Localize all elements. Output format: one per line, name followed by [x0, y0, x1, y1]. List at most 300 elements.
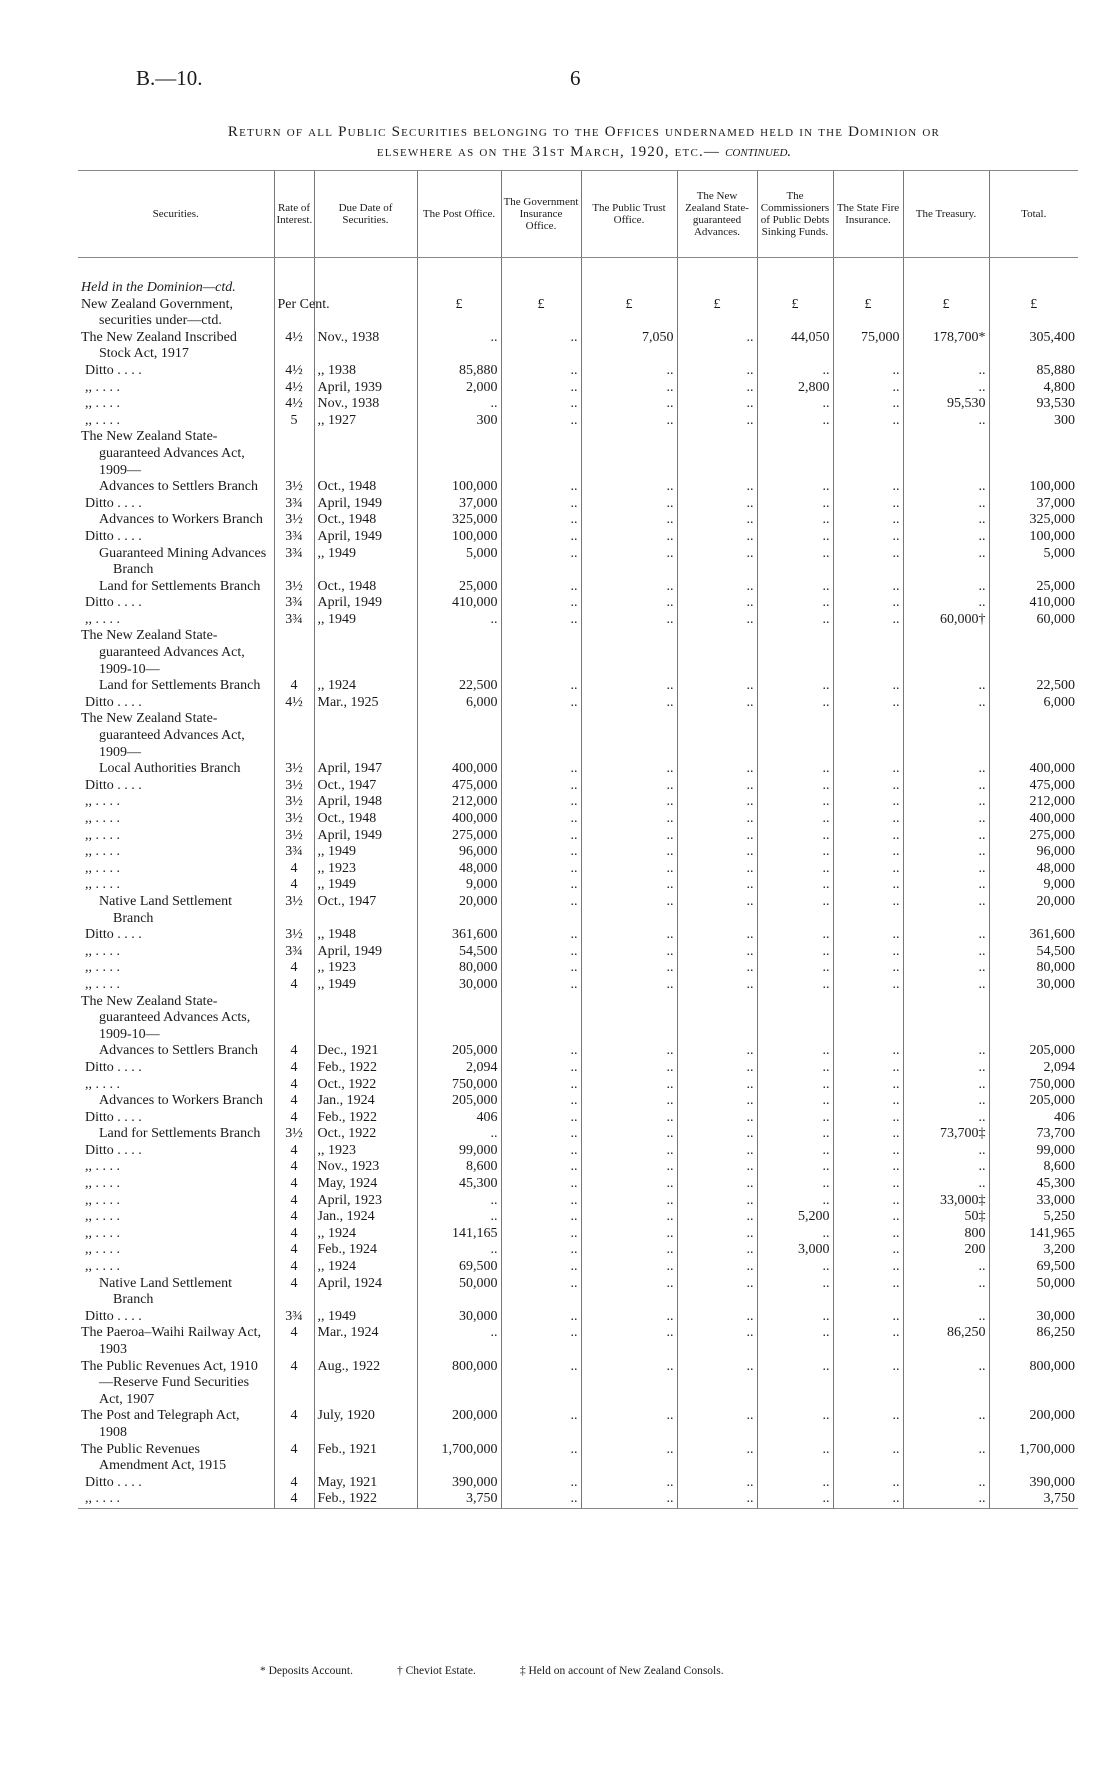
fire-insurance-cell: .. [833, 1309, 903, 1326]
section-heading: Held in the Dominion—ctd. [81, 280, 236, 295]
security-name: The Public Revenues Act, 1910—Reserve Fund Securities Act, 1907 [81, 1358, 258, 1407]
post-office-cell: 300 [417, 413, 501, 430]
fire-insurance-cell: .. [833, 1491, 903, 1508]
post-office-cell: 100,000 [417, 479, 501, 496]
post-office-cell: 3,750 [417, 1491, 501, 1508]
fire-insurance-cell: .. [833, 844, 903, 861]
govt-insurance-cell: .. [501, 861, 581, 878]
govt-insurance-cell [501, 429, 581, 479]
rate-cell: 4 [274, 1442, 314, 1475]
total-cell: 1,700,000 [989, 1442, 1078, 1475]
govt-insurance-cell: .. [501, 1126, 581, 1143]
table-row [78, 944, 1078, 961]
table-row [78, 828, 1078, 845]
advances-cell [677, 994, 757, 1044]
fire-insurance-cell: .. [833, 1143, 903, 1160]
total-cell: 400,000 [989, 761, 1078, 778]
advances-cell: .. [677, 1093, 757, 1110]
table-row [78, 678, 1078, 695]
footnote: † Cheviot Estate. [396, 1665, 476, 1677]
public-trust-cell: .. [581, 1159, 677, 1176]
fire-insurance-cell: .. [833, 496, 903, 513]
sinking-funds-cell: .. [757, 479, 833, 496]
table-row [78, 1093, 1078, 1110]
public-trust-cell: .. [581, 1209, 677, 1226]
sinking-funds-cell: .. [757, 1276, 833, 1309]
advances-cell: .. [677, 1043, 757, 1060]
public-trust-cell: .. [581, 1060, 677, 1077]
due-date-cell: April, 1924 [314, 1276, 417, 1309]
post-office-cell: 50,000 [417, 1276, 501, 1309]
fire-insurance-cell [833, 994, 903, 1044]
rate-cell: 3¾ [274, 529, 314, 546]
security-name: The Paeroa–Waihi Railway Act, 1903 [81, 1325, 262, 1357]
fire-insurance-cell: .. [833, 1259, 903, 1276]
fire-insurance-cell: .. [833, 678, 903, 695]
advances-cell: .. [677, 1193, 757, 1210]
advances-cell: .. [677, 1226, 757, 1243]
govt-insurance-cell [501, 711, 581, 761]
treasury-cell: 178,700* [903, 330, 989, 363]
total-cell: 800,000 [989, 1359, 1078, 1409]
table-row [78, 1359, 1078, 1409]
fire-insurance-cell: .. [833, 1276, 903, 1309]
security-name: ,, . . . . [85, 396, 120, 412]
advances-cell: .. [677, 1176, 757, 1193]
table-row [78, 380, 1078, 397]
fire-insurance-cell: .. [833, 811, 903, 828]
public-trust-cell: .. [581, 1043, 677, 1060]
advances-cell: .. [677, 512, 757, 529]
table-row [78, 811, 1078, 828]
public-trust-cell: .. [581, 1491, 677, 1508]
rate-cell: 3½ [274, 1126, 314, 1143]
table-row [78, 1442, 1078, 1475]
treasury-cell: .. [903, 1110, 989, 1127]
table-row [78, 1491, 1078, 1508]
security-name: Native Land Settlement Branch [99, 1275, 232, 1308]
rate-cell: 3¾ [274, 546, 314, 579]
total-cell: 205,000 [989, 1043, 1078, 1060]
total-cell: 100,000 [989, 479, 1078, 496]
rate-cell: 4½ [274, 330, 314, 363]
public-trust-cell: .. [581, 595, 677, 612]
security-name: The New Zealand State-guaranteed Advances Acts, 1909-10— [81, 993, 251, 1042]
table-row [78, 1226, 1078, 1243]
sinking-funds-cell: .. [757, 811, 833, 828]
security-name: Ditto . . . . [85, 362, 142, 378]
table-row [78, 1242, 1078, 1259]
fire-insurance-cell [833, 628, 903, 678]
advances-cell: .. [677, 579, 757, 596]
table-row [78, 994, 1078, 1044]
public-trust-cell: .. [581, 960, 677, 977]
total-cell: 212,000 [989, 794, 1078, 811]
treasury-cell: .. [903, 977, 989, 994]
rate-cell: 4 [274, 1060, 314, 1077]
sinking-funds-cell: .. [757, 1325, 833, 1358]
govt-insurance-cell: .. [501, 778, 581, 795]
rate-cell: 3½ [274, 794, 314, 811]
table-row [78, 977, 1078, 994]
public-trust-cell: .. [581, 512, 677, 529]
rate-cell: 5 [274, 413, 314, 430]
table-row [78, 479, 1078, 496]
fire-insurance-cell: .. [833, 1193, 903, 1210]
total-cell: 22,500 [989, 678, 1078, 695]
title-line-1: Return of all Public Securities belonging to the Offices undernamed held in the Dominion or [227, 124, 941, 140]
due-date-cell: ,, 1949 [314, 877, 417, 894]
advances-cell [677, 628, 757, 678]
treasury-cell: .. [903, 927, 989, 944]
security-name: Advances to Workers Branch [99, 512, 263, 528]
rate-cell: 3½ [274, 761, 314, 778]
fire-insurance-cell: .. [833, 579, 903, 596]
fire-insurance-cell: .. [833, 960, 903, 977]
govt-insurance-cell: .. [501, 877, 581, 894]
total-cell: 9,000 [989, 877, 1078, 894]
unit-label: £ [989, 297, 1078, 330]
govt-insurance-cell: .. [501, 977, 581, 994]
post-office-cell: 325,000 [417, 512, 501, 529]
sinking-funds-cell: .. [757, 794, 833, 811]
govt-insurance-cell: .. [501, 363, 581, 380]
unit-label: £ [757, 297, 833, 330]
total-cell: 475,000 [989, 778, 1078, 795]
total-cell: 5,000 [989, 546, 1078, 579]
advances-cell: .. [677, 1077, 757, 1094]
table-row [78, 711, 1078, 761]
table-row [78, 960, 1078, 977]
table-row [78, 1126, 1078, 1143]
rate-cell: 4 [274, 1110, 314, 1127]
post-office-cell: 1,700,000 [417, 1442, 501, 1475]
treasury-cell: .. [903, 894, 989, 927]
fire-insurance-cell: .. [833, 612, 903, 629]
govt-insurance-cell: .. [501, 512, 581, 529]
treasury-cell: .. [903, 1491, 989, 1508]
public-trust-cell: .. [581, 794, 677, 811]
table-row [78, 1060, 1078, 1077]
rate-cell: 4 [274, 977, 314, 994]
post-office-cell: 6,000 [417, 695, 501, 712]
treasury-cell: .. [903, 1276, 989, 1309]
advances-cell [677, 711, 757, 761]
fire-insurance-cell: .. [833, 1110, 903, 1127]
total-cell: 45,300 [989, 1176, 1078, 1193]
govt-insurance-cell: .. [501, 844, 581, 861]
post-office-cell: 80,000 [417, 960, 501, 977]
advances-cell: .. [677, 678, 757, 695]
sinking-funds-cell: .. [757, 595, 833, 612]
treasury-cell [903, 711, 989, 761]
advances-cell: .. [677, 877, 757, 894]
advances-cell: .. [677, 811, 757, 828]
due-date-cell: ,, 1923 [314, 1143, 417, 1160]
public-trust-cell: .. [581, 944, 677, 961]
post-office-cell: 390,000 [417, 1475, 501, 1492]
post-office-cell: 141,165 [417, 1226, 501, 1243]
public-trust-cell: .. [581, 496, 677, 513]
table-row [78, 595, 1078, 612]
rate-cell [274, 429, 314, 479]
total-cell: 93,530 [989, 396, 1078, 413]
table-row [78, 628, 1078, 678]
security-name: ,, . . . . [85, 943, 120, 959]
govt-insurance-cell: .. [501, 1226, 581, 1243]
treasury-cell: .. [903, 363, 989, 380]
public-trust-cell: .. [581, 380, 677, 397]
public-trust-cell: .. [581, 1143, 677, 1160]
table-row [78, 794, 1078, 811]
column-header: The Post Office. [417, 171, 501, 258]
column-header: Rate of Interest. [274, 171, 314, 258]
due-date-cell: ,, 1948 [314, 927, 417, 944]
due-date-cell: Oct., 1948 [314, 512, 417, 529]
column-header: The Treasury. [903, 171, 989, 258]
treasury-cell [903, 994, 989, 1044]
table-row [78, 330, 1078, 363]
post-office-cell: 9,000 [417, 877, 501, 894]
govt-insurance-cell: .. [501, 828, 581, 845]
public-trust-cell [581, 429, 677, 479]
post-office-cell: 205,000 [417, 1043, 501, 1060]
public-trust-cell: .. [581, 363, 677, 380]
rate-cell: 4 [274, 877, 314, 894]
sinking-funds-cell: .. [757, 1077, 833, 1094]
post-office-cell: 54,500 [417, 944, 501, 961]
public-trust-cell: .. [581, 1242, 677, 1259]
treasury-cell: 800 [903, 1226, 989, 1243]
advances-cell: .. [677, 529, 757, 546]
govt-insurance-cell [501, 628, 581, 678]
table-row [78, 1408, 1078, 1441]
security-name: ,, . . . . [85, 1192, 120, 1208]
public-trust-cell: .. [581, 861, 677, 878]
due-date-cell: Nov., 1938 [314, 330, 417, 363]
treasury-cell: .. [903, 1408, 989, 1441]
security-name: Advances to Settlers Branch [99, 479, 259, 495]
treasury-cell: .. [903, 811, 989, 828]
sinking-funds-cell: .. [757, 761, 833, 778]
rate-cell: 3½ [274, 579, 314, 596]
public-trust-cell: .. [581, 1276, 677, 1309]
security-name: Ditto . . . . [85, 495, 142, 511]
rate-cell [274, 711, 314, 761]
security-name: Ditto . . . . [85, 595, 142, 611]
table-row [78, 396, 1078, 413]
total-cell: 20,000 [989, 894, 1078, 927]
total-cell: 86,250 [989, 1325, 1078, 1358]
total-cell: 275,000 [989, 828, 1078, 845]
rate-cell: 4 [274, 1193, 314, 1210]
public-trust-cell: .. [581, 1359, 677, 1409]
total-cell: 390,000 [989, 1475, 1078, 1492]
treasury-cell [903, 628, 989, 678]
post-office-cell: .. [417, 1209, 501, 1226]
due-date-cell: ,, 1938 [314, 363, 417, 380]
sinking-funds-cell: .. [757, 927, 833, 944]
sinking-funds-cell [757, 711, 833, 761]
post-office-cell [417, 429, 501, 479]
public-trust-cell: .. [581, 1259, 677, 1276]
rate-cell: 4 [274, 1325, 314, 1358]
sinking-funds-cell: .. [757, 944, 833, 961]
advances-cell: .. [677, 1276, 757, 1309]
govt-insurance-cell: .. [501, 579, 581, 596]
table-body [78, 258, 1078, 1509]
due-date-cell: Mar., 1925 [314, 695, 417, 712]
treasury-cell: .. [903, 778, 989, 795]
public-trust-cell: .. [581, 1226, 677, 1243]
govt-insurance-cell: .. [501, 496, 581, 513]
rate-cell: 4 [274, 1209, 314, 1226]
security-name: Ditto . . . . [85, 528, 142, 544]
sinking-funds-cell: .. [757, 1110, 833, 1127]
unit-label: £ [581, 297, 677, 330]
rate-cell: 3¾ [274, 944, 314, 961]
security-name: ,, . . . . [85, 960, 120, 976]
sinking-funds-cell: .. [757, 529, 833, 546]
total-cell: 30,000 [989, 1309, 1078, 1326]
advances-cell: .. [677, 761, 757, 778]
fire-insurance-cell: .. [833, 1359, 903, 1409]
rate-cell [274, 994, 314, 1044]
security-name: ,, . . . . [85, 1159, 120, 1175]
sinking-funds-cell: .. [757, 1126, 833, 1143]
sinking-funds-cell: 44,050 [757, 330, 833, 363]
security-name: ,, . . . . [85, 860, 120, 876]
rate-cell: 3½ [274, 811, 314, 828]
total-cell: 141,965 [989, 1226, 1078, 1243]
security-name: The New Zealand State-guaranteed Advances Act, 1909— [81, 429, 245, 478]
security-name: ,, . . . . [85, 794, 120, 810]
public-trust-cell: .. [581, 695, 677, 712]
security-name: ,, . . . . [85, 1076, 120, 1092]
total-cell: 30,000 [989, 977, 1078, 994]
total-cell: 4,800 [989, 380, 1078, 397]
advances-cell: .. [677, 380, 757, 397]
treasury-cell: 50‡ [903, 1209, 989, 1226]
due-date-cell: April, 1949 [314, 828, 417, 845]
advances-cell: .. [677, 1442, 757, 1475]
table-row [78, 1143, 1078, 1160]
public-trust-cell [581, 628, 677, 678]
rate-cell: 4 [274, 1242, 314, 1259]
security-name: The Public Revenues Amendment Act, 1915 [81, 1441, 227, 1474]
security-name: ,, . . . . [85, 611, 120, 627]
rate-cell: 4 [274, 1491, 314, 1508]
rate-cell [274, 628, 314, 678]
total-cell: 300 [989, 413, 1078, 430]
sinking-funds-cell: .. [757, 778, 833, 795]
public-trust-cell: .. [581, 1110, 677, 1127]
govt-insurance-cell: .. [501, 1093, 581, 1110]
security-name: Land for Settlements Branch [99, 678, 261, 694]
due-date-cell: April, 1939 [314, 380, 417, 397]
column-header: The New Zealand State-guaranteed Advances. [677, 171, 757, 258]
sinking-funds-cell: .. [757, 1226, 833, 1243]
advances-cell: .. [677, 1242, 757, 1259]
document-code: B.—10. [136, 66, 203, 90]
advances-cell: .. [677, 927, 757, 944]
fire-insurance-cell: .. [833, 396, 903, 413]
fire-insurance-cell: .. [833, 529, 903, 546]
treasury-cell: .. [903, 380, 989, 397]
due-date-cell: Nov., 1938 [314, 396, 417, 413]
govt-insurance-cell: .. [501, 1325, 581, 1358]
govt-insurance-cell: .. [501, 678, 581, 695]
post-office-cell: 20,000 [417, 894, 501, 927]
column-header: Securities. [78, 171, 274, 258]
post-office-cell: 750,000 [417, 1077, 501, 1094]
govt-insurance-cell: .. [501, 1077, 581, 1094]
post-office-cell: .. [417, 396, 501, 413]
rate-cell: 4 [274, 1143, 314, 1160]
sinking-funds-cell: .. [757, 1491, 833, 1508]
fire-insurance-cell: .. [833, 927, 903, 944]
spacer-row [78, 258, 1078, 281]
table-row [78, 1276, 1078, 1309]
security-name: Land for Settlements Branch [99, 1126, 261, 1142]
treasury-cell [903, 429, 989, 479]
govt-insurance-cell: .. [501, 1442, 581, 1475]
due-date-cell: April, 1949 [314, 529, 417, 546]
advances-cell: .. [677, 944, 757, 961]
security-name: Guaranteed Mining Advances Branch [99, 545, 267, 578]
public-trust-cell: .. [581, 927, 677, 944]
rate-cell: 4 [274, 1077, 314, 1094]
rate-cell: 4 [274, 960, 314, 977]
security-name: Ditto . . . . [85, 1308, 142, 1324]
rate-cell: 4 [274, 1093, 314, 1110]
public-trust-cell: .. [581, 778, 677, 795]
fire-insurance-cell: .. [833, 1126, 903, 1143]
advances-cell: .. [677, 479, 757, 496]
due-date-cell: ,, 1927 [314, 413, 417, 430]
security-name: ,, . . . . [85, 976, 120, 992]
security-name: ,, . . . . [85, 1225, 120, 1241]
govt-insurance-cell: .. [501, 695, 581, 712]
total-cell: 325,000 [989, 512, 1078, 529]
page-number: 6 [570, 66, 581, 90]
due-date-cell: Oct., 1948 [314, 811, 417, 828]
sinking-funds-cell: .. [757, 546, 833, 579]
advances-cell: .. [677, 396, 757, 413]
public-trust-cell: .. [581, 1309, 677, 1326]
total-cell: 305,400 [989, 330, 1078, 363]
total-cell [989, 711, 1078, 761]
fire-insurance-cell: .. [833, 512, 903, 529]
security-name: The Post and Telegraph Act, 1908 [81, 1408, 240, 1440]
post-office-cell: 410,000 [417, 595, 501, 612]
post-office-cell: 275,000 [417, 828, 501, 845]
govt-insurance-cell: .. [501, 1259, 581, 1276]
treasury-cell: .. [903, 512, 989, 529]
unit-label: £ [677, 297, 757, 330]
sinking-funds-cell: .. [757, 1060, 833, 1077]
govt-insurance-cell: .. [501, 546, 581, 579]
rate-cell: 4 [274, 1475, 314, 1492]
total-cell: 25,000 [989, 579, 1078, 596]
post-office-cell: 85,880 [417, 363, 501, 380]
sinking-funds-cell: .. [757, 1043, 833, 1060]
treasury-cell: .. [903, 1143, 989, 1160]
due-date-cell: ,, 1949 [314, 1309, 417, 1326]
post-office-cell: 45,300 [417, 1176, 501, 1193]
treasury-cell: .. [903, 1077, 989, 1094]
govt-insurance-cell: .. [501, 1060, 581, 1077]
